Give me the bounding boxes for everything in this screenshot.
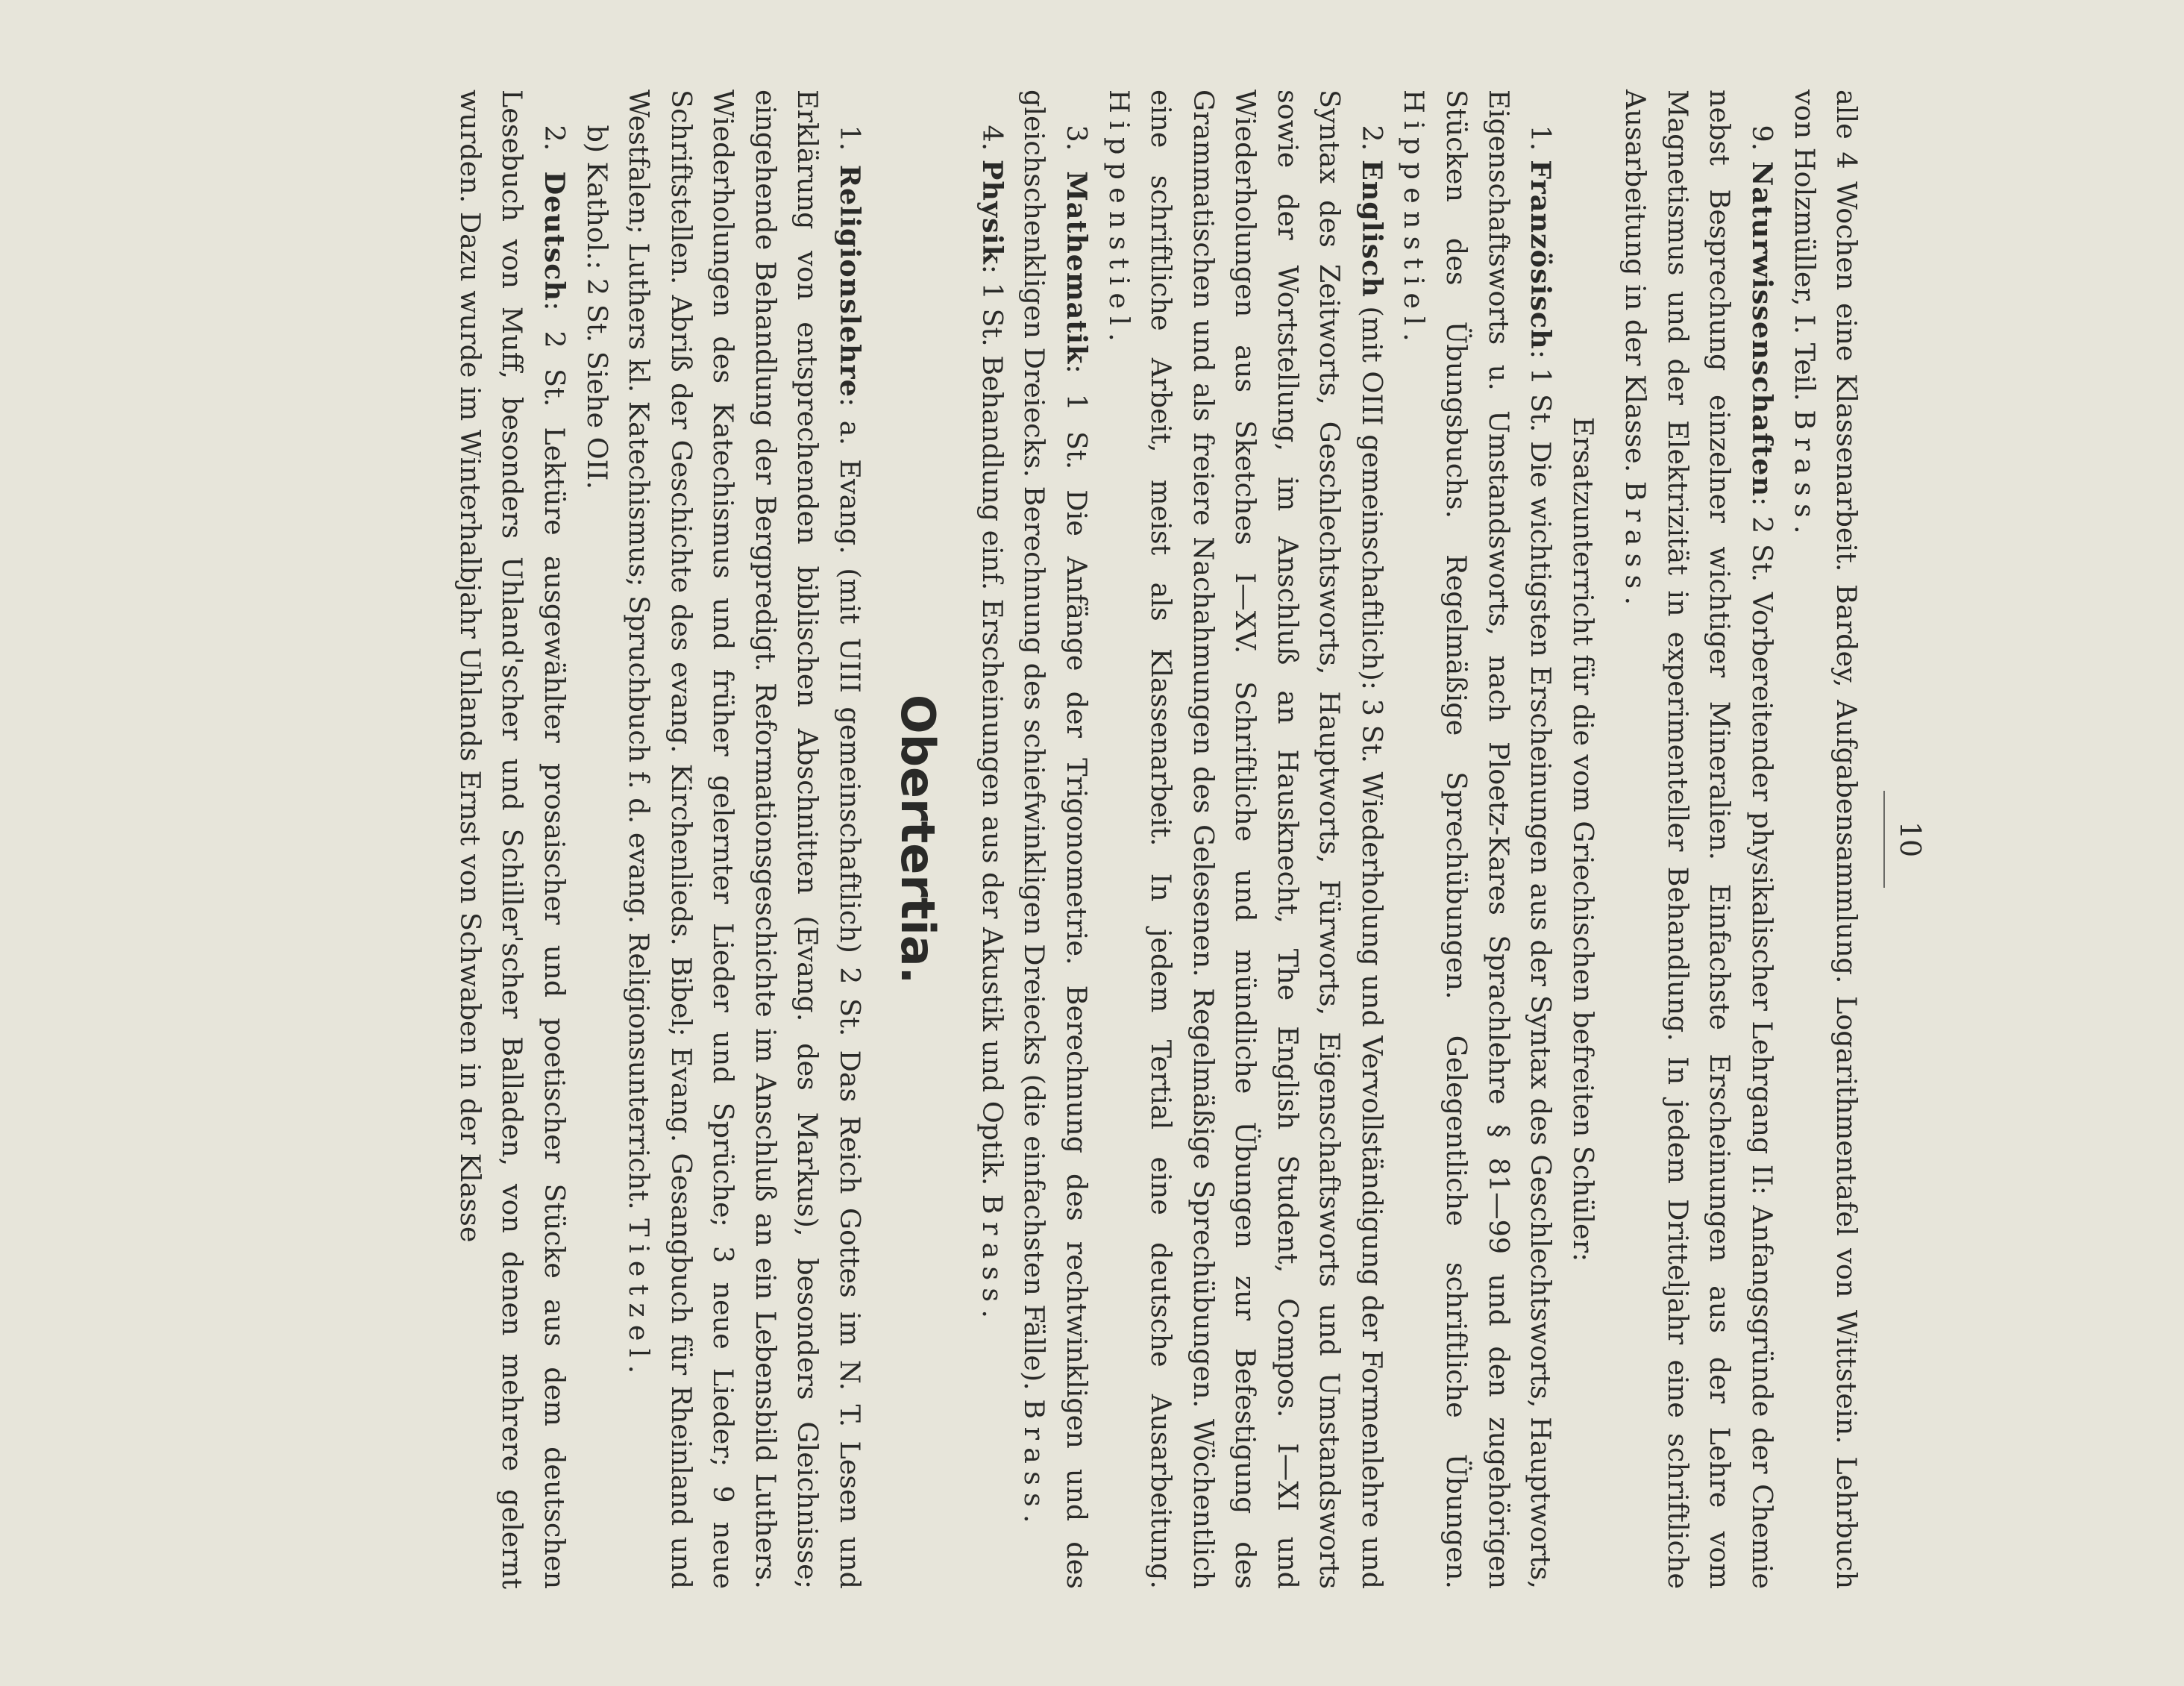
teacher-name: Brass. [1788,410,1821,542]
paragraph-deutsch: 2. Deutsch: 2 St. Lektüre ausgewählter prosaischer und poetischer Stücke aus dem deutschen Lesebuch von Muff, besonders Uhland'scher und Schiller'scher Balladen, von denen mehrere gelernt wurden. Dazu wurde im Winterhalbjahr Uhlands Ernst von Schwaben in der Klasse [454,90,571,1589]
page-number: 10 [1894,821,1927,858]
teacher-name: Brass. [976,1194,1008,1326]
paragraph-physik: 4. Physik: 1 St. Behandlung einf. Erscheinungen aus der Akustik und Optik. Brass. [976,125,1008,1326]
teacher-name: Hippenstiel. [1398,90,1431,349]
paragraph-franzoesisch: 1. Französisch: 1 St. Die wichtigsten Erscheinungen aus der Syntax des Geschlechtsworts, Hauptworts, Eigenschaftsworts u. Umstandsworts, nach Ploetz-Kares Sprachlehre § 81—99 und den zugehörigen Stücken des Übungsbuchs. Regelmäßige Sprechübungen. Gelegentliche schriftliche Übungen. Hippenstiel. [1398,90,1557,1589]
teacher-name: Brass. [1619,480,1652,613]
subject-title: Deutsch [538,171,571,302]
paragraph-mathematik: 3. Mathematik: 1 St. Die Anfänge der Trigonometrie. Berechnung des rechtwinkligen und des gleichschenkligen Dreiecks. Berechnung des schiefwinkligen Dreiecks (die einfachsten Fälle). Brass. [1018,90,1093,1589]
paragraph-kathol: b) Kathol.: 2 St. Siehe OII. [580,125,613,490]
section-heading: Obertertia. [891,694,946,985]
subject-title: Französisch [1525,160,1557,350]
teacher-name: Tietzel. [623,1218,656,1382]
subject-title: Physik [976,159,1008,265]
subject-title: Englisch [1355,159,1388,298]
paragraph-religionslehre: 1. Religionslehre: a. Evang. (mit UIII gemeinschaftlich) 2 St. Das Reich Gottes im N. T. Lesen und Erklärung von entsprechenden biblischen Abschnitten (Evang. des Markus), besonders Gleichnisse; eingehende Behandlung der Bergpredigt. Reformationsgeschichte im Anschluß an ein Lebensbild Luthers. Wiederholungen des Katechismus und früher gelernter Lieder und Sprüche; 3 neue Lieder; 9 neue Schriftstellen. Abriß der Geschichte des evang. Kirchenlieds. Bibel; Evang. Gesangbuch für Rheinland und Westfalen; Luthers kl. Katechismus; Spruchbuch f. d. evang. Religionsunterricht. Tietzel. [623,90,866,1590]
teacher-name: Hippenstiel. [1102,90,1135,349]
paragraph-naturwissenschaften: 9. Naturwissenschaften: 2 St. Vorbereitender physikalischer Lehrgang II: Anfangsgründe der Chemie nebst Besprechung einzelner wichtiger Mineralien. Einfachste Erscheinungen aus der Lehre vom Magnetismus und der Elektrizität in experimenteller Behandlung. In jedem Dritteljahr eine schriftliche Ausarbeitung in der Klasse. Brass. [1619,90,1778,1590]
subject-title: Religionslehre [833,164,866,398]
paragraph-continuation: alle 4 Wochen eine Klassenarbeit. Bardey, Aufgabensammlung. Logarithmentafel von Wittstein. Lehrbuch von Holzmüller, I. Teil. Brass. [1788,90,1863,1589]
paragraph-englisch: 2. Englisch (mit OIII gemeinschaftlich): 3 St. Wiederholung und Vervollständigung der Formenlehre und Syntax des Zeitworts, Geschlechtsworts, Hauptworts, Fürworts, Eigenschaftsworts und Umstandsworts sowie der Wortstellung, im Anschluß an Hausknecht, The English Student, Compos. I—XI und Wiederholungen aus Sketches I—XV. Schriftliche und mündliche Übungen zur Befestigung des Grammatischen und als freiere Nachahmungen des Gelesenen. Regelmäßige Sprechübungen. Wöchentlich eine schriftliche Arbeit, meist als Klassenarbeit. In jedem Tertial eine deutsche Ausarbeitung. Hippenstiel. [1102,90,1388,1590]
ersatz-heading: Ersatzunterricht für die vom Griechischen befreiten Schüler: [1566,416,1599,1262]
rotated-text-block [186,90,1932,1589]
subject-title: Naturwissenschaften [1745,160,1778,498]
teacher-name: Brass. [1018,1399,1051,1531]
subject-title: Mathematik [1060,171,1093,365]
page-number-rule [1883,791,1885,888]
